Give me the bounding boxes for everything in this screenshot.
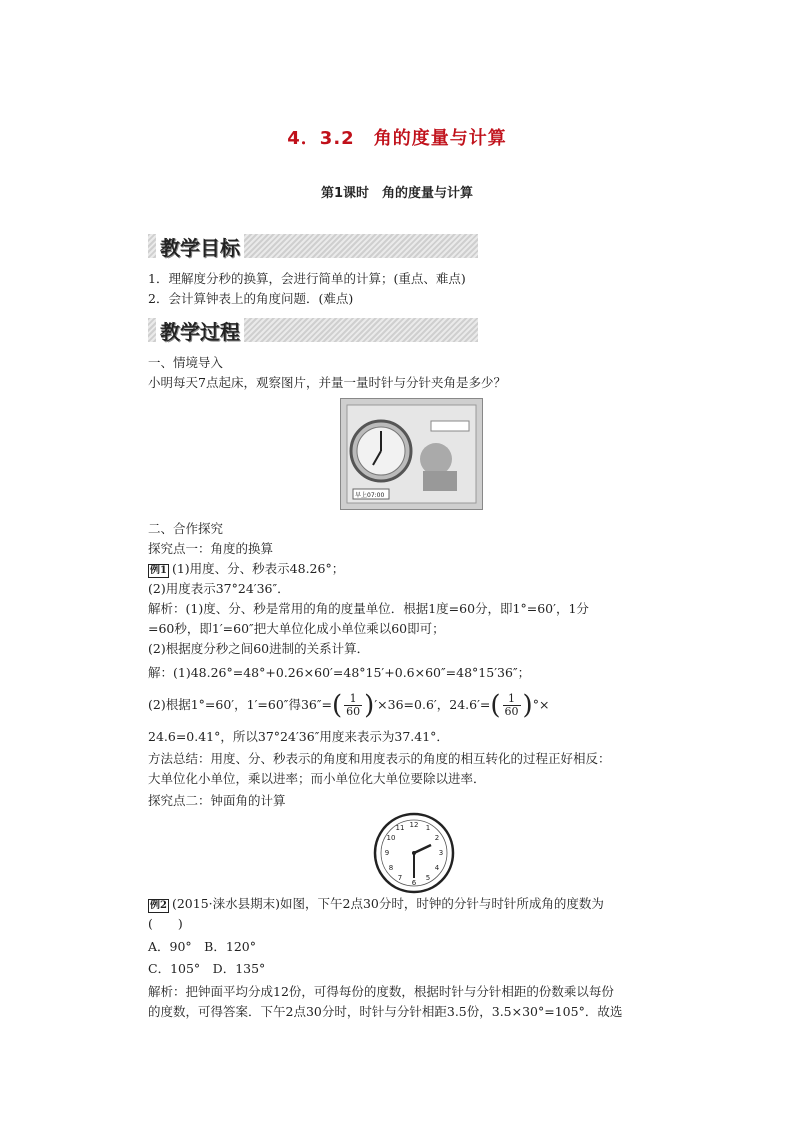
fraction-denominator: 60 [346, 705, 361, 718]
point2-heading: 探究点二：钟面角的计算 [148, 793, 286, 808]
analysis2-line: 解析：把钟面平均分成12份，可得每份的度数，根据时针与分针相距的份数乘以每份 [148, 984, 614, 999]
method-summary-line: 大单位化小单位，乘以进率；而小单位化大单位要除以进率． [148, 771, 486, 786]
solution2-text: (2)根据1°=60′，1′=60″得36″= [148, 697, 333, 712]
clock-face-figure [373, 812, 455, 898]
svg-text:7: 7 [397, 874, 403, 882]
svg-text:10: 10 [386, 834, 396, 842]
alarm-clock-photo [340, 398, 483, 510]
intro-heading: 一、情境导入 [148, 355, 224, 370]
right-paren: ) [522, 690, 533, 721]
solution2-line [148, 690, 549, 721]
process-banner [148, 318, 478, 342]
svg-text:3: 3 [438, 849, 444, 857]
svg-text:4: 4 [434, 864, 440, 872]
example1-q2: (2)用度表示37°24′36″． [148, 581, 290, 596]
goals-banner-label: 教学目标 [156, 232, 244, 261]
example2-label: 例2 [150, 900, 167, 911]
fraction-one-sixtieth [503, 693, 521, 718]
svg-text:8: 8 [388, 864, 394, 872]
left-paren: ( [490, 690, 501, 721]
method-summary-line: 方法总结：用度、分、秒表示的角度和用度表示的角度的相互转化的过程正好相反： [148, 751, 611, 766]
svg-text:1: 1 [425, 824, 431, 832]
explore-heading: 二、合作探究 [148, 521, 224, 536]
analysis2-line: 的度数，可得答案．下午2点30分时，时针与分针相距3.5份，3.5×30°=105°．故选 [148, 1004, 623, 1019]
process-banner-label: 教学过程 [156, 316, 244, 345]
goals-banner [148, 234, 478, 258]
svg-text:12: 12 [409, 821, 419, 829]
page-title: 4．3.2 角的度量与计算 [287, 128, 507, 149]
solution3-line: 24.6=0.41°，所以37°24′36″用度来表示为37.41°． [148, 729, 449, 744]
example1-q1-text: (1)用度、分、秒表示48.26°； [171, 561, 345, 576]
point1-heading: 探究点一：角度的换算 [148, 541, 274, 556]
fraction-one-sixtieth [344, 693, 362, 718]
analysis1-line: (2)根据度分秒之间60进制的关系计算． [148, 641, 370, 656]
solution2-text: ′×36=0.6′，24.6′= [374, 697, 491, 712]
goal-item: 2．会计算钟表上的角度问题．(难点) [148, 291, 354, 306]
options-ab: A．90° B．120° [148, 939, 256, 954]
example1-q1 [148, 560, 344, 578]
example2-text: (2015·涞水县期末)如图，下午2点30分时，时钟的分针与时针所成角的度数为 [171, 896, 604, 911]
analysis1-line: =60秒，即1′=60″把大单位化成小单位乘以60即可； [148, 621, 445, 636]
example2-answer-paren: ( ) [148, 916, 183, 931]
fraction-numerator: 1 [503, 693, 521, 706]
svg-text:5: 5 [425, 874, 431, 882]
solution1-line: 解：(1)48.26°=48°+0.26×60′=48°15′+0.6×60″=48°15′36″； [148, 665, 531, 680]
lesson-subtitle: 第1课时 角的度量与计算 [320, 186, 474, 201]
svg-text:2: 2 [434, 834, 440, 842]
analysis1-line: 解析：(1)度、分、秒是常用的角的度量单位．根据1度=60分，即1°=60′，1分 [148, 601, 589, 616]
left-paren: ( [332, 690, 343, 721]
goal-item: 1．理解度分秒的换算，会进行简单的计算；(重点、难点) [148, 271, 466, 286]
svg-text:9: 9 [384, 849, 390, 857]
fraction-denominator: 60 [504, 705, 519, 718]
fraction-numerator: 1 [344, 693, 362, 706]
photo-caption: 早上07:00 [355, 492, 385, 499]
solution2-text: °× [532, 697, 550, 712]
intro-text: 小明每天7点起床，观察图片，并量一量时针与分针夹角是多少？ [148, 375, 506, 390]
example2-question [148, 895, 604, 913]
example1-label: 例1 [150, 565, 167, 576]
right-paren: ) [364, 690, 375, 721]
svg-text:11: 11 [395, 824, 405, 832]
options-cd: C．105° D．135° [148, 961, 266, 976]
svg-text:6: 6 [411, 879, 417, 887]
